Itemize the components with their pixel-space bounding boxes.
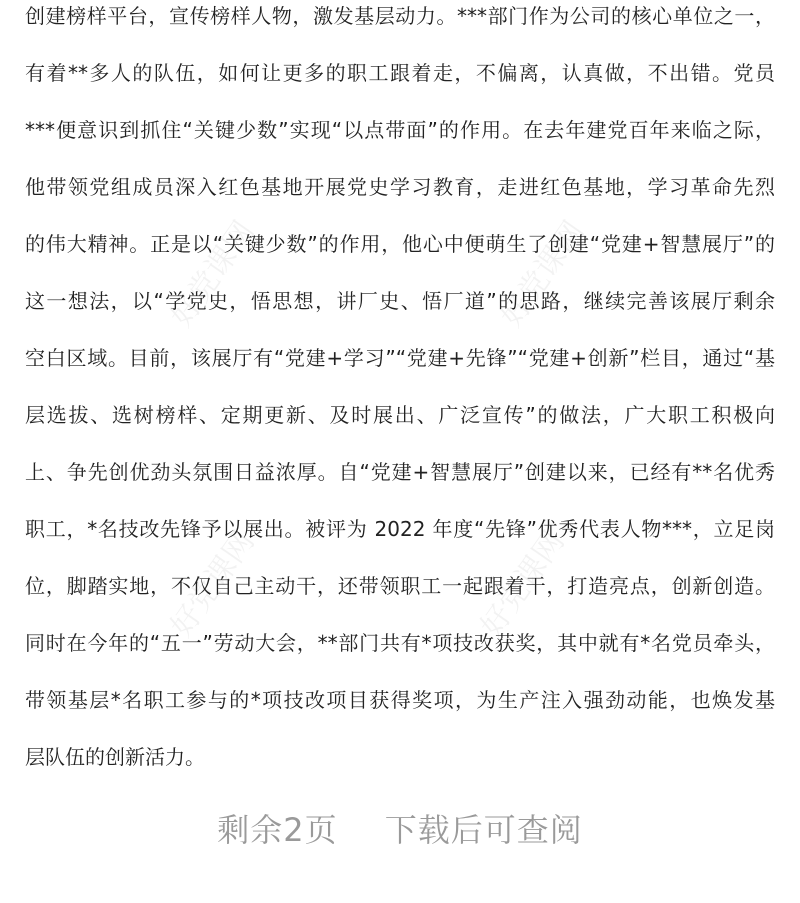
text-line: 职工，*名技改先锋予以展出。被评为 2022 年度“先锋”优秀代表人物***，立足岗 — [25, 517, 775, 541]
text-line: 创建榜样平台，宣传榜样人物，激发基层动力。***部门作为公司的核心单位之一， — [25, 4, 775, 28]
download-hint-label: 下载后可查阅 — [384, 811, 583, 849]
text-line: 层选拔、选树榜样、定期更新、及时展出、广泛宣传”的做法，广大职工积极向 — [25, 403, 775, 427]
watermark: 好党课网 — [164, 524, 262, 644]
text-line: 上、争先创优劲头氛围日益浓厚。自“党建+智慧展厅”创建以来，已经有**名优秀 — [25, 460, 775, 484]
text-line: 空白区域。目前，该展厅有“党建+学习”“党建+先锋”“党建+创新”栏目，通过“基 — [25, 346, 775, 370]
text-line: 的伟大精神。正是以“关键少数”的作用，他心中便萌生了创建“党建+智慧展厅”的 — [25, 232, 775, 256]
text-line: 位，脚踏实地，不仅自己主动干，还带领职工一起跟着干，打造亮点，创新创造。 — [25, 574, 775, 598]
watermark: 好党课网 — [164, 214, 262, 334]
document-body — [25, 0, 775, 786]
watermark: 好党课网 — [494, 214, 592, 334]
text-line: 层队伍的创新活力。 — [25, 745, 205, 769]
text-line: 有着**多人的队伍，如何让更多的职工跟着走，不偏离，认真做，不出错。党员 — [25, 61, 775, 85]
watermark: 好党课网 — [474, 524, 572, 644]
text-line: 同时在今年的“五一”劳动大会，**部门共有*项技改获奖，其中就有*名党员牵头， — [25, 631, 775, 655]
text-line: ***便意识到抓住“关键少数”实现“以点带面”的作用。在去年建党百年来临之际， — [25, 118, 775, 142]
download-prompt[interactable] — [0, 805, 800, 851]
text-line: 这一想法，以“学党史，悟思想，讲厂史、悟厂道”的思路，继续完善该展厅剩余 — [25, 289, 775, 313]
text-line: 他带领党组成员深入红色基地开展党史学习教育，走进红色基地，学习革命先烈 — [25, 175, 775, 199]
text-line: 带领基层*名职工参与的*项技改项目获得奖项，为生产注入强劲动能，也焕发基 — [25, 688, 775, 712]
remaining-pages-label: 剩余2页 — [217, 811, 338, 849]
